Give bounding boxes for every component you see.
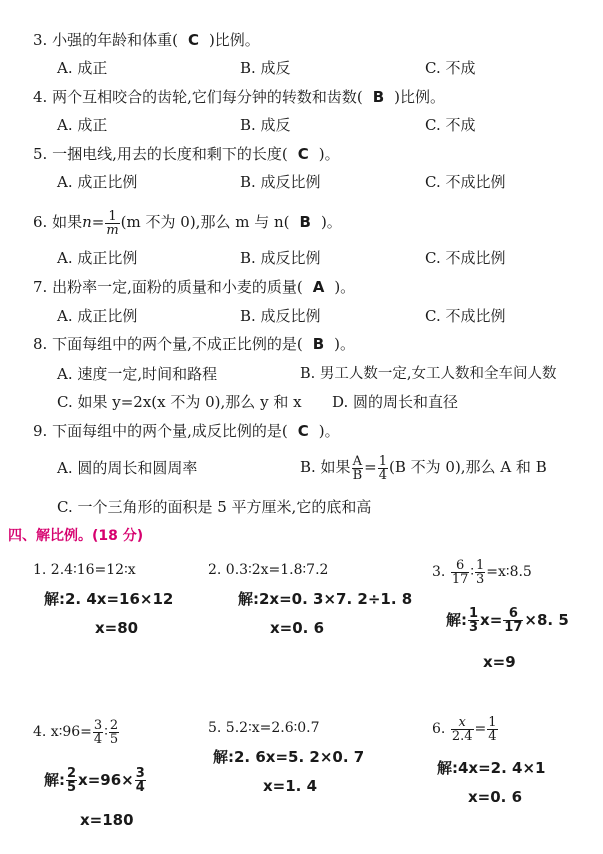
question-6-answer: B <box>299 213 311 231</box>
question-8-answer: B <box>312 335 325 353</box>
question-4: 4. 两个互相咬合的齿轮,它们每分钟的转数和齿数( B )比例。 <box>33 88 445 106</box>
question-7-option-a: A. 成正比例 <box>57 307 138 325</box>
question-6-option-a: A. 成正比例 <box>57 249 138 267</box>
question-6-option-c: C. 不成比例 <box>425 249 506 267</box>
question-6: 6. 如果n= $\frac{1}{m}$ (m 不为 0),那么 m 与 n( B )。 <box>33 205 342 239</box>
question-8-option-b: B. 男工人数一定,女工人数和全车间人数 <box>300 366 557 382</box>
fraction-1-over-4: $\frac{1}{4}$ <box>378 453 387 483</box>
problem-1: 1. 2.4∶16=12∶x <box>33 562 136 578</box>
problem-4: 4. x∶96= $\frac{3}{4}$ ∶ $\frac{2}{5}$ <box>33 717 119 747</box>
question-8-option-c: C. 如果 y=2x(x 不为 0),那么 y 和 x <box>57 393 302 411</box>
question-8: 8. 下面每组中的两个量,不成正比例的是( B )。 <box>33 335 355 353</box>
question-3-option-c: C. 不成 <box>425 59 476 77</box>
question-7-option-c: C. 不成比例 <box>425 307 506 325</box>
problem-1-solve: 解:2. 4x=16×12 <box>44 590 174 608</box>
problem-6-result: x=0. 6 <box>468 788 523 806</box>
question-5-option-c: C. 不成比例 <box>425 173 506 191</box>
question-7-answer: A <box>312 278 325 296</box>
section-4-title: 四、解比例。(18 分) <box>8 528 144 544</box>
question-3-option-b: B. 成反 <box>240 59 291 77</box>
question-8-option-a: A. 速度一定,时间和路程 <box>57 365 218 383</box>
question-4-option-a: A. 成正 <box>57 116 108 134</box>
question-4-answer: B <box>372 88 385 106</box>
fraction-a-over-b: $\frac{A}{B}$ <box>352 453 363 483</box>
question-6-option-b: B. 成反比例 <box>240 249 321 267</box>
question-4-option-c: C. 不成 <box>425 116 476 134</box>
problem-2-result: x=0. 6 <box>270 619 325 637</box>
question-9-option-a: A. 圆的周长和圆周率 <box>57 459 198 477</box>
problem-5-solve: 解:2. 6x=5. 2×0. 7 <box>213 748 365 766</box>
problem-3-result: x=9 <box>483 653 516 671</box>
question-7-option-b: B. 成反比例 <box>240 307 321 325</box>
question-5: 5. 一捆电线,用去的长度和剩下的长度( C )。 <box>33 145 340 163</box>
problem-2: 2. 0.3∶2x=1.8∶7.2 <box>208 562 329 578</box>
problem-5: 5. 5.2∶x=2.6∶0.7 <box>208 720 320 736</box>
question-9-option-b: B. 如果 $\frac{A}{B}$ = $\frac{1}{4}$ (B 不为 0),那么 A 和 B <box>300 453 547 483</box>
question-5-answer: C <box>297 145 309 163</box>
problem-3-solve: 解: $\frac{1}{3}$ x= $\frac{6}{17}$ ×8. 5 <box>446 606 569 635</box>
problem-3: 3. $\frac{6}{17}$ ∶ $\frac{1}{3}$ =x∶8.5 <box>432 557 532 587</box>
question-7: 7. 出粉率一定,面粉的质量和小麦的质量( A )。 <box>33 278 356 296</box>
question-9-answer: C <box>297 422 309 440</box>
question-4-option-b: B. 成反 <box>240 116 291 134</box>
question-5-option-a: A. 成正比例 <box>57 173 138 191</box>
fraction-1-over-m: $\frac{1}{m}$ <box>106 208 119 238</box>
problem-6: 6. $\frac{x}{2.4}$ = $\frac{1}{4}$ <box>432 714 497 744</box>
question-3-answer: C <box>187 31 199 49</box>
problem-1-result: x=80 <box>95 619 139 637</box>
problem-4-solve: 解: $\frac{2}{5}$ x=96× $\frac{3}{4}$ <box>44 766 145 795</box>
question-8-option-d: D. 圆的周长和直径 <box>332 393 459 411</box>
question-3: 3. 小强的年龄和体重( C )比例。 <box>33 31 260 49</box>
problem-4-result: x=180 <box>80 811 134 829</box>
question-3-stem: 3. 小强的年龄和体重( <box>33 31 178 49</box>
problem-2-solve: 解:2x=0. 3×7. 2÷1. 8 <box>238 590 413 608</box>
question-5-option-b: B. 成反比例 <box>240 173 321 191</box>
question-9: 9. 下面每组中的两个量,成反比例的是( C )。 <box>33 422 340 440</box>
question-3-option-a: A. 成正 <box>57 59 108 77</box>
problem-5-result: x=1. 4 <box>263 777 318 795</box>
problem-6-solve: 解:4x=2. 4×1 <box>437 759 546 777</box>
question-9-option-c: C. 一个三角形的面积是 5 平方厘米,它的底和高 <box>57 498 372 516</box>
